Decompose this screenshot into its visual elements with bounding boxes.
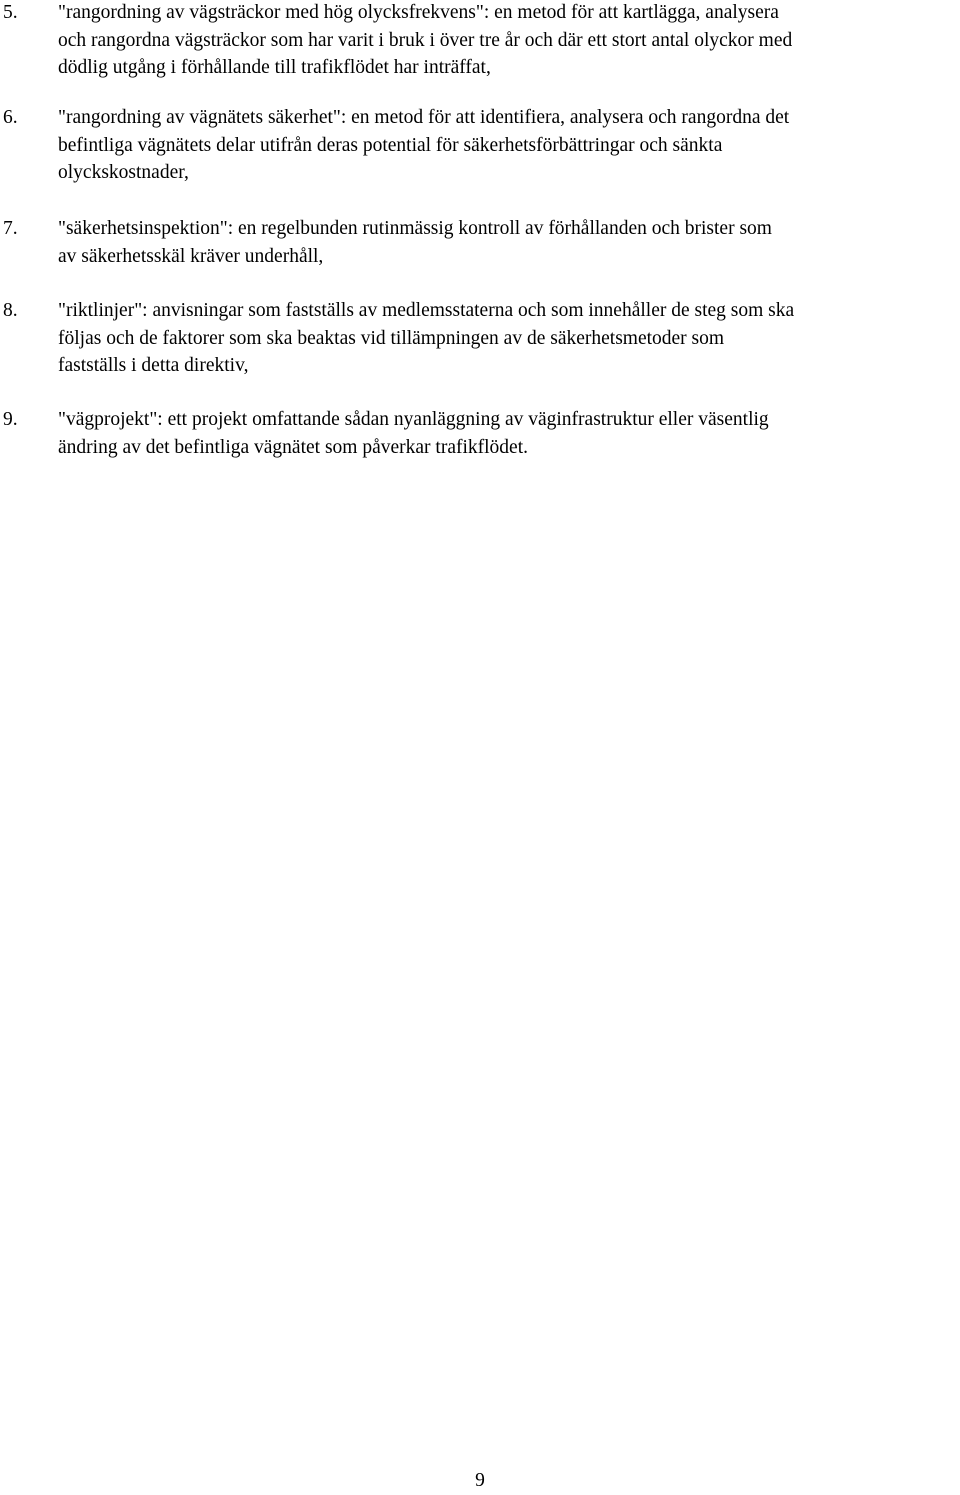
item-text-line: av säkerhetsskäl kräver underhåll, xyxy=(58,245,324,267)
item-text xyxy=(58,0,956,82)
item-text-line: olyckskostnader, xyxy=(58,162,189,183)
item-text-line: ändring av det befintliga vägnätet som påverkar trafikflödet. xyxy=(58,436,528,458)
item-number: 7. xyxy=(3,218,18,239)
item-text-line: och rangordna vägsträckor som har varit i bruk i över tre år och där ett stort antal olyckor med xyxy=(58,29,793,51)
item-text-line: fastställs i detta direktiv, xyxy=(58,355,249,376)
item-text xyxy=(58,406,956,461)
item-text-line: befintliga vägnätets delar utifrån deras potential för säkerhetsförbättringar och sänkta xyxy=(58,134,723,156)
item-text-line: "rangordning av vägnätets säkerhet": en metod för att identifiera, analysera och rangordna det xyxy=(58,107,790,128)
page-number: 9 xyxy=(475,1470,485,1491)
item-text xyxy=(58,215,956,270)
item-text-line: följas och de faktorer som ska beaktas vid tillämpningen av de säkerhetsmetoder som xyxy=(58,327,725,349)
item-number: 6. xyxy=(3,107,18,128)
item-number: 9. xyxy=(3,409,18,430)
item-text xyxy=(58,104,956,187)
item-text-line: dödlig utgång i förhållande till trafikflödet har inträffat, xyxy=(58,57,491,78)
item-text-line: "vägprojekt": ett projekt omfattande sådan nyanläggning av väginfrastruktur eller väsentlig xyxy=(58,409,769,430)
item-text xyxy=(58,297,956,380)
item-text-line: "riktlinjer": anvisningar som fastställs av medlemsstaterna och som innehåller de steg som ska xyxy=(58,300,795,321)
item-number: 5. xyxy=(3,2,18,23)
item-text-line: "säkerhetsinspektion": en regelbunden rutinmässig kontroll av förhållanden och brister som xyxy=(58,218,772,239)
item-number: 8. xyxy=(3,300,18,321)
item-text-line: "rangordning av vägsträckor med hög olycksfrekvens": en metod för att kartlägga, analysera xyxy=(58,2,779,23)
